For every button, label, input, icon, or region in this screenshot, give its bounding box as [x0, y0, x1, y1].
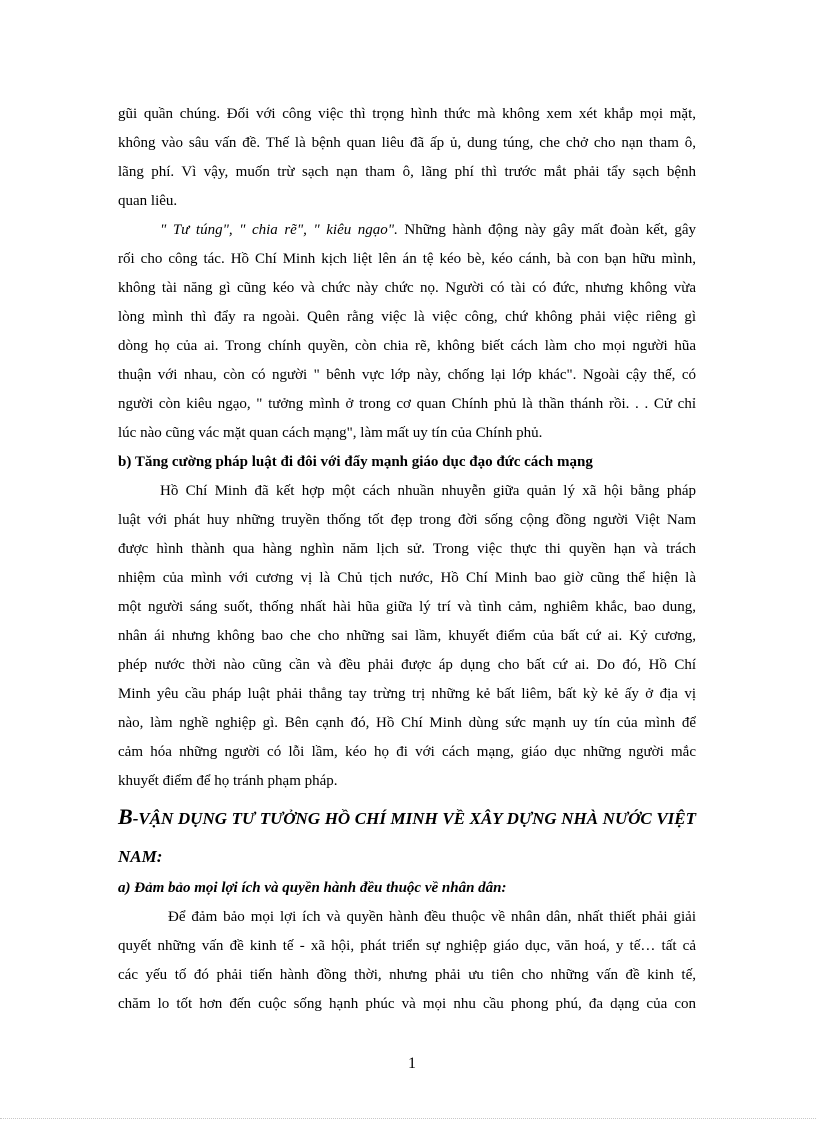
text-line: lúc nào cũng vác mặt quan cách mạng", làm mất uy tín của Chính phủ.	[118, 425, 543, 441]
text-line: phép nước thời nào cũng cần và đều phải được áp dụng cho bất cứ ai. Do đó, Hồ Chí	[118, 657, 696, 673]
subheading-a: a) Đảm bảo mọi lợi ích và quyền hành đều thuộc về nhân dân:	[118, 880, 507, 896]
text-line: chăm lo tốt hơn đến cuộc sống hạnh phúc và mọi nhu cầu phong phú, đa dạng của con	[118, 996, 696, 1012]
subheading-b: b) Tăng cường pháp luật đi đôi với đẩy mạnh giáo dục đạo đức cách mạng	[118, 454, 593, 470]
text-line: quan liêu.	[118, 193, 178, 209]
section-letter: B	[118, 804, 133, 829]
text-line: nhiệm của mình với cương vị là Chủ tịch nước, Hồ Chí Minh bao giờ cũng thể hiện là	[118, 570, 696, 586]
text-line	[160, 220, 696, 240]
section-heading-b-line2: NAM:	[118, 847, 163, 866]
page-number: 1	[408, 1055, 416, 1072]
text-line: các yếu tố đó phải tiến hành đồng thời, nhưng phải ưu tiên cho những vấn đề kinh tế,	[118, 967, 696, 983]
text-line: nào, làm nghề nghiệp gì. Bên cạnh đó, Hồ Chí Minh dùng sức mạnh uy tín của mình để	[118, 715, 696, 731]
section-heading-b	[118, 806, 696, 830]
text-line: không vào sâu vấn đề. Thế là bệnh quan liêu đã ấp ủ, dung túng, che chở cho nạn tham ô,	[118, 135, 696, 151]
text-line: gũi quần chúng. Đối với công việc thì trọng hình thức mà không xem xét khắp mọi mặt,	[118, 106, 696, 122]
text-line: luật với phát huy những truyền thống tốt đẹp trong đời sống cộng đồng người Việt Nam	[118, 512, 696, 528]
page-bottom-divider	[0, 1118, 816, 1119]
text-line: lòng mình thì đẩy ra ngoài. Quên rằng việc là việc công, chứ không phải việc riêng gì	[118, 309, 696, 325]
text-line: cảm hóa những người có lỗi lầm, kéo họ đi với cách mạng, giáo dục những người mắc	[118, 744, 696, 760]
text-line: dòng họ của ai. Trong chính quyền, còn chia rẽ, không biết cách làm cho mọi người hũa	[118, 338, 696, 354]
text-line: lãng phí. Vì vậy, muốn trừ sạch nạn tham ô, lãng phí thì trước mắt phải tẩy sạch bệnh	[118, 164, 696, 180]
text-line: thuận với nhau, còn có người " bênh vực lớp này, chống lại lớp khác". Ngoài cậy thế, có	[118, 367, 696, 383]
text-line: Để đảm bảo mọi lợi ích và quyền hành đều thuộc về nhân dân, nhất thiết phải giải	[168, 909, 696, 925]
text-line: khuyết điểm để họ tránh phạm pháp.	[118, 773, 338, 789]
text-line: nhân ái nhưng không bao che cho những sai lầm, khuyết điểm của bất cứ ai. Kỷ cương,	[118, 628, 696, 644]
section-title: -VẬN DỤNG TƯ TƯỞNG HỒ CHÍ MINH VỀ XÂY DỰNG NHÀ NƯỚC VIỆT	[132, 809, 696, 828]
text-line: Hồ Chí Minh đã kết hợp một cách nhuần nhuyễn giữa quản lý xã hội bằng pháp	[160, 483, 696, 499]
text-line: Minh yêu cầu pháp luật phải thẳng tay trừng trị những kẻ bất liêm, bất kỳ kẻ ấy ở địa vị	[118, 686, 696, 702]
text-line: quyết những vấn đề kinh tế - xã hội, phát triển sự nghiệp giáo dục, văn hoá, y tế… tất cả	[118, 938, 696, 954]
text-line: một người sáng suốt, thống nhất hài hũa giữa lý trí và tình cảm, nghiêm khắc, bao dung,	[118, 599, 696, 615]
italic-lead: " Tư túng", " chia rẽ", " kiêu ngạo".	[160, 222, 398, 238]
text-line: người còn kiêu ngạo, " tưởng mình ở trong cơ quan Chính phủ là thần thánh rồi. . . Cử chỉ	[118, 396, 696, 412]
text-line: được hình thành qua hàng nghìn năm lịch sử. Trong việc thực thi quyền hạn và trách	[118, 541, 696, 557]
text-line: rối cho công tác. Hồ Chí Minh kịch liệt lên án tệ kéo bè, kéo cánh, bà con bạn hữu mình,	[118, 251, 696, 267]
text-line: không tài năng gì cũng kéo và chức này chức nọ. Người có tài có đức, nhưng không vừa	[118, 280, 696, 296]
lead-rest: Những hành động này gây mất đoàn kết, gây	[397, 222, 696, 238]
